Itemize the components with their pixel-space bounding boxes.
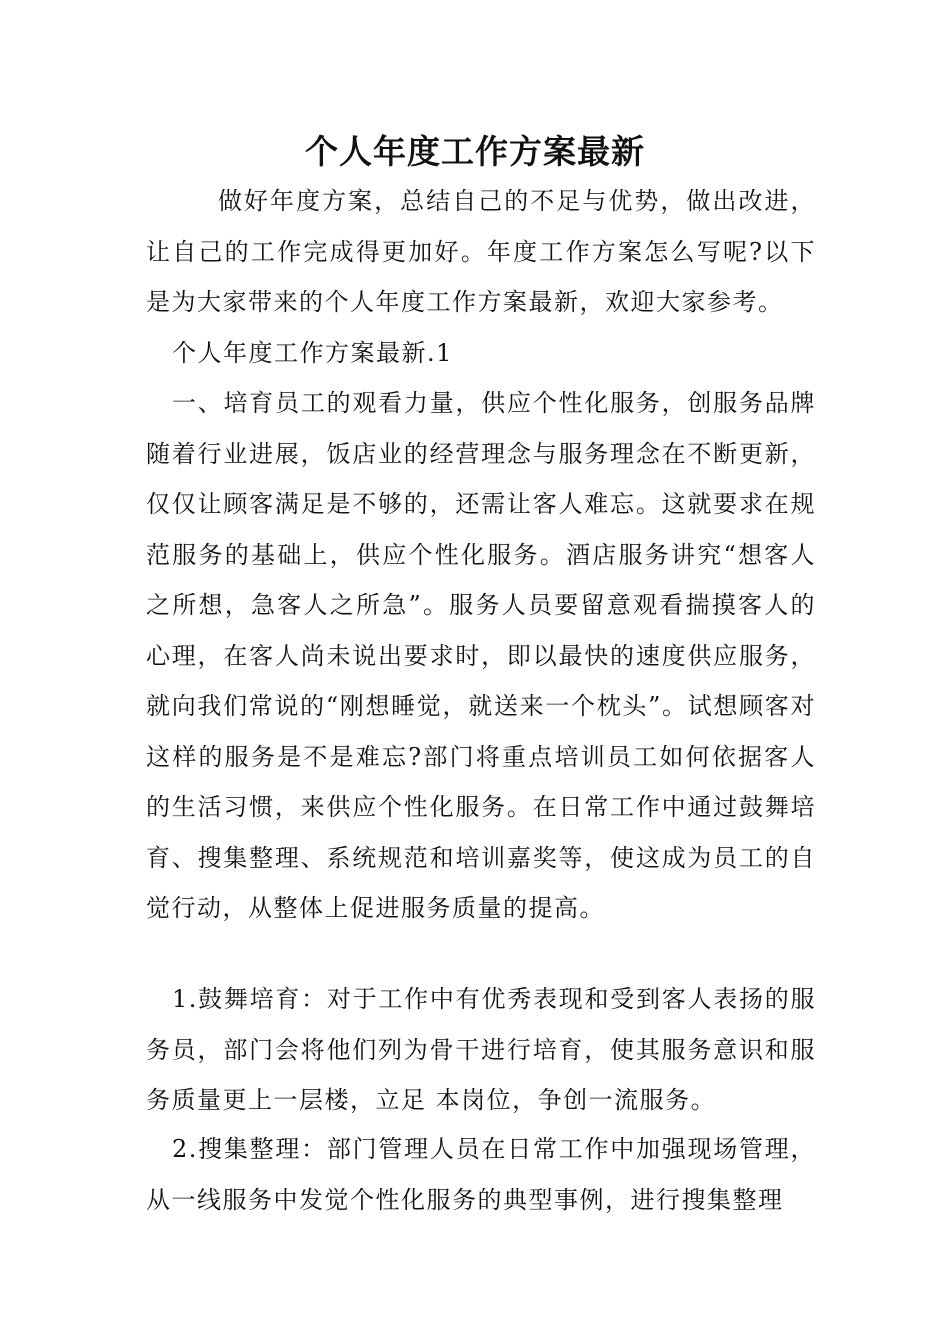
body-paragraph-2: 1.鼓舞培育：对于工作中有优秀表现和受到客人表扬的服务员，部门会将他们列为骨干进行培育，使其服务意识和服务质量更上一层楼，立足 本岗位，争创一流服务。	[146, 985, 816, 1114]
body-paragraph-1: 一、培育员工的观看力量，供应个性化服务，创服务品牌随着行业进展，饭店业的经营理念与服务理念在不断更新，仅仅让顾客满足是不够的，还需让客人难忘。这就要求在规范服务的基础上，供应个性化服务。酒店服务讲究“想客人之所想，急客人之所急”。服务人员要留意观看揣摸客人的心理，在客人尚未说出要求时，即以最快的速度供应服务，就向我们常说的“刚想睡觉，就送来一个枕头”。试想顾客对这样的服务是不是难忘?部门将重点培训员工如何依据客人的生活习惯，来供应个性化服务。在日常工作中通过鼓舞培育、搜集整理、系统规范和培训嘉奖等，使这成为员工的自觉行动，从整体上促进服务质量的提高。	[146, 389, 816, 922]
document-title: 个人年度工作方案最新	[305, 132, 645, 171]
intro-paragraph: 做好年度方案，总结自己的不足与优势，做出改进，让自己的工作完成得更加好。年度工作方案怎么写呢?以下是为大家带来的个人年度工作方案最新，欢迎大家参考。	[146, 187, 816, 316]
body-paragraph-3: 2.搜集整理：部门管理人员在日常工作中加强现场管理，从一线服务中发觉个性化服务的典型事例，进行搜集整理	[146, 1135, 816, 1214]
section-heading: 个人年度工作方案最新.1	[172, 339, 453, 367]
